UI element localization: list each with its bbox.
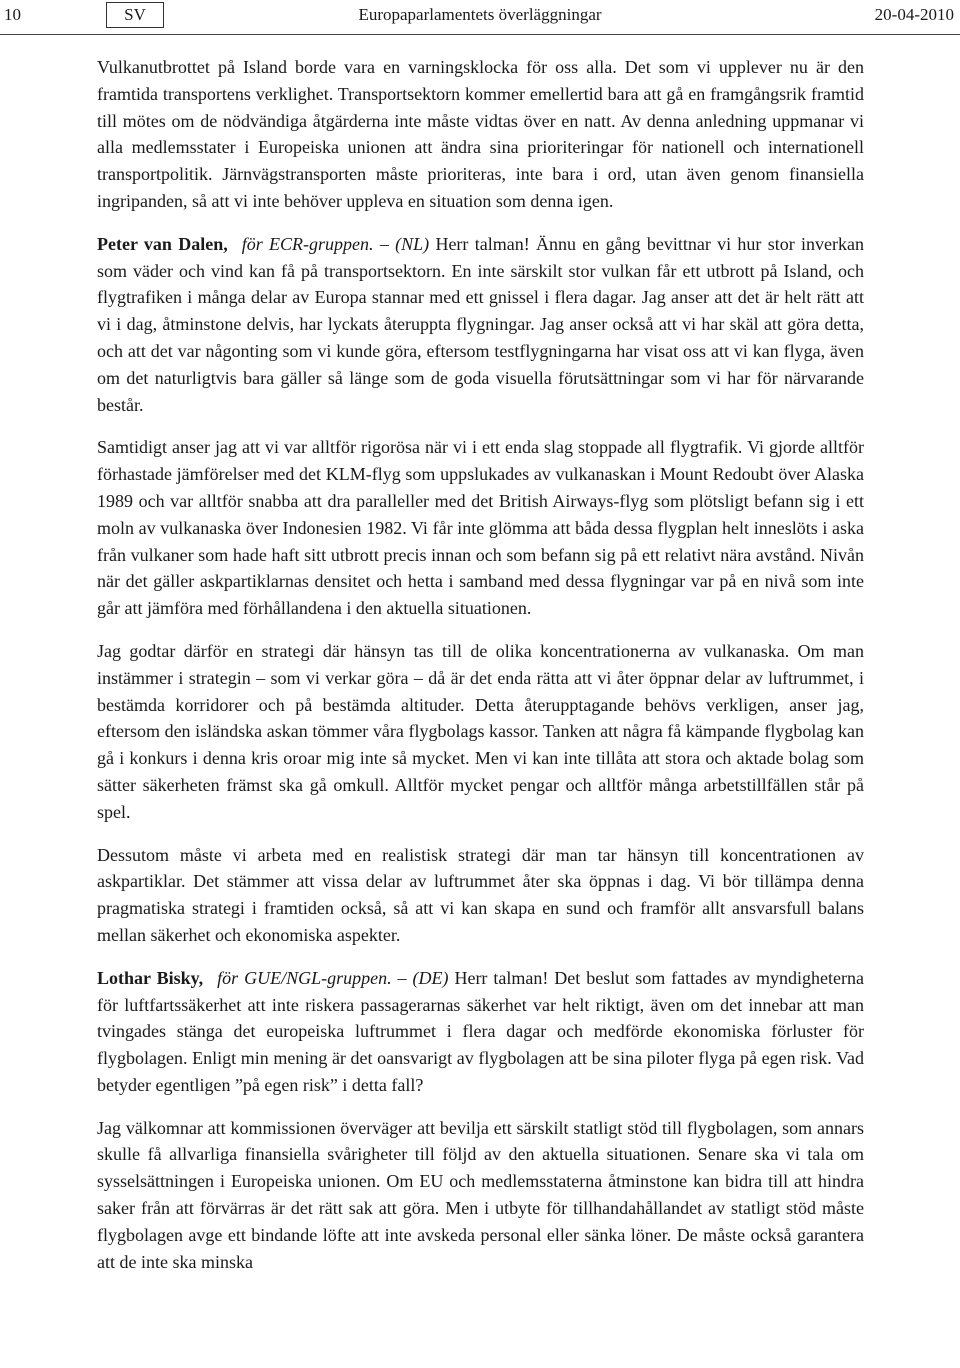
language-badge: SV [106,2,164,28]
speaker-name: Lothar Bisky, [97,967,204,988]
paragraph-1: Vulkanutbrottet på Island borde vara en varningsklocka för oss alla. Det som vi upplever nu är den framtida transportens verklighet. Transportsektorn kommer emellertid bara att gå en framgångsrik framtid till mötes om de nödvändiga åtgärderna inte måste vidtas över en natt. Av denna anledning uppmanar vi alla medlemsstater i Europeiska unionen att ändra sina prioriteringar för nationell och internationell transportpolitik. Järnvägstransporten måste prioriteras, inte bara i ord, utan även genom finansiella ingripanden, så att vi inte behöver uppleva en situation som denna igen. [97,57,864,211]
speech-text: Herr talman! Ännu en gång bevittnar vi hur stor inverkan som väder och vind kan få på transportsektorn. En inte särskilt stor vulkan får ett utbrott på Island, och flygtrafiken i många delar av Europa stannar med ett gnissel i flera dagar. Jag anser att det är helt rätt att vi i dag, åtminstone delvis, har lyckats återuppta flygningar. Jag anser också att vi har skäl att göra detta, och att det var någonting som vi kunde göra, eftersom testflygningarna har visat oss att vi kan flyga, även om det naturligtvis bara gäller så länge som de goda visuella förutsättningar som vi har för närvarande består. [97,233,864,415]
paragraph-5: Dessutom måste vi arbeta med en realistisk strategi där man tar hänsyn till koncentrationen av askpartiklar. Det stämmer att vissa delar av luftrummet åter ska öppnas i dag. Vi bör tillämpa denna pragmatiska strategi i framtiden också, så att vi kan skapa en sund och framför allt ansvarsfull balans mellan säkerhet och ekonomiska aspekter. [97,844,864,945]
paragraph-4: Jag godtar därför en strategi där hänsyn tas till de olika koncentrationerna av vulkanaska. Om man instämmer i strategin – som vi verkar göra – då är det enda rätta att vi åter öppnar delar av luftrummet, i bestämda korridorer och på bestämda altituder. Detta återupptagande behövs verkligen, anser jag, eftersom den isländska askan tömmer våra flygbolags kassor. Tanken att några få kämpande flygbolag kan gå i konkurs i denna kris oroar mig inte så mycket. Men vi kan inte tillåta att stora och aktade bolag som sätter säkerheten främst ska gå omkull. Alltför mycket pengar och alltför många arbetstillfällen står på spel. [97,640,864,822]
document-title: Europaparlamentets överläggningar [358,5,602,24]
speech-text: Herr talman! Det beslut som fattades av myndigheterna för luftfartssäkerhet att inte riskera passagerarnas säkerhet var helt riktigt, även om det innebar att man tvingades stänga det europeiska luftrummet i flera dagar och medförde ekonomiska förluster för flygbolagen. Enligt min mening är det oansvarigt av flygbolagen att be sina piloter flyga på egen risk. Vad betyder egentligen ”på egen risk” i detta fall? [97,967,864,1095]
page-number: 10 [4,5,21,24]
speaker-name: Peter van Dalen, [97,233,228,254]
paragraph-7: Jag välkomnar att kommissionen överväger att bevilja ett särskilt statligt stöd till flygbolagen, som annars skulle få allvarliga finansiella svårigheter till följd av den aktuella situationen. Senare ska vi tala om sysselsättningen i Europeiska unionen. Om EU och medlemsstaterna åtminstone kan bidra till att hindra saker från att förvärras är det rätt sak att göra. Men i utbyte för tillhandahållandet av statligt stöd måste flygbolagen avge ett bindande löfte att inte avskeda personal eller sänka löner. De måste också garantera att de inte ska minska [97,1117,864,1272]
speaker-affiliation: för GUE/NGL-gruppen. – (DE) [217,967,449,988]
debate-body [97,54,864,1275]
page-header [0,0,960,35]
paragraph-3: Samtidigt anser jag att vi var alltför rigorösa när vi i ett enda slag stoppade all flygtrafik. Vi gjorde alltför förhastade jämförelser med det KLM-flyg som uppslukades av vulkanaskan i Mount Redoubt över Alaska 1989 och var alltför snabba att dra paralleller med det British Airways-flyg som plötsligt befann sig i ett moln av vulkanaska över Indonesien 1982. Vi får inte glömma att båda dessa flygplan helt inneslöts i aska från vulkaner som hade haft sitt utbrott precis innan och som befann sig på ett relativt nära avstånd. Nivån när det gäller askpartiklarnas densitet och hetta i samband med dessa flygningar var på en nivå som inte går att jämföra med förhållandena i den aktuella situationen. [97,437,864,619]
document-date: 20-04-2010 [874,5,954,24]
paragraph-2 [97,231,864,419]
speaker-affiliation: för ECR-gruppen. – (NL) [241,233,430,254]
paragraph-6 [97,965,864,1099]
